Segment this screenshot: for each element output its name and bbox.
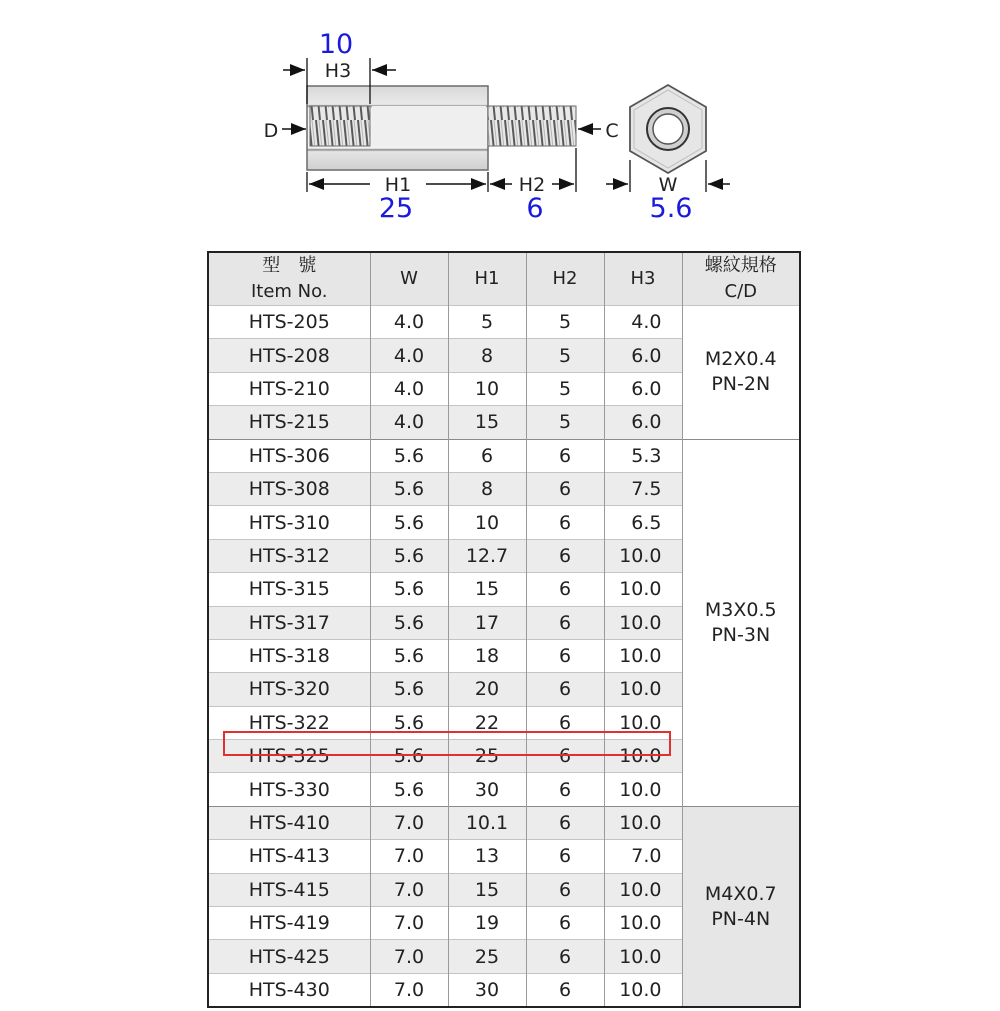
thread-spec-cell (682, 439, 800, 806)
w-cell: 5.6 (370, 439, 448, 472)
h1-cell: 8 (448, 339, 526, 372)
h1-cell: 18 (448, 639, 526, 672)
item-no-cell: HTS-317 (208, 606, 370, 639)
h2-cell: 6 (526, 539, 604, 572)
h2-cell: 6 (526, 439, 604, 472)
header-w: W (370, 252, 448, 306)
item-no-cell: HTS-430 (208, 973, 370, 1007)
c-dimension (578, 120, 619, 142)
spec-table-body (208, 306, 800, 1008)
h3-cell: 7.5 (604, 472, 682, 505)
thread-spec-size: M3X0.5 (704, 598, 777, 621)
h3-cell: 10.0 (604, 673, 682, 706)
item-no-cell: HTS-312 (208, 539, 370, 572)
h2-cell: 6 (526, 673, 604, 706)
h3-cell: 10.0 (604, 639, 682, 672)
h3-cell: 10.0 (604, 773, 682, 806)
h1-cell: 20 (448, 673, 526, 706)
header-item-en: Item No. (250, 281, 328, 302)
h1-cell: 6 (448, 439, 526, 472)
item-no-cell: HTS-210 (208, 372, 370, 405)
h3-cell: 6.5 (604, 506, 682, 539)
h1-cell: 15 (448, 873, 526, 906)
thread-spec-cell (682, 306, 800, 440)
item-no-cell: HTS-315 (208, 573, 370, 606)
w-cell: 4.0 (370, 339, 448, 372)
item-no-cell: HTS-308 (208, 472, 370, 505)
h1-cell: 15 (448, 406, 526, 439)
c-label: C (605, 120, 619, 142)
w-value: 5.6 (649, 193, 693, 224)
thread-spec-part: PN-4N (711, 907, 771, 930)
hex-nut-end-view-icon (630, 85, 706, 173)
h3-cell: 6.0 (604, 406, 682, 439)
h3-cell: 10.0 (604, 973, 682, 1007)
w-cell: 5.6 (370, 573, 448, 606)
h3-cell: 4.0 (604, 306, 682, 339)
standoff-dimension-diagram (0, 0, 1000, 240)
header-item (208, 252, 370, 306)
item-no-cell: HTS-425 (208, 940, 370, 973)
item-no-cell: HTS-415 (208, 873, 370, 906)
h2-cell: 6 (526, 639, 604, 672)
h3-cell: 10.0 (604, 573, 682, 606)
w-cell: 5.6 (370, 506, 448, 539)
h1-cell: 10 (448, 506, 526, 539)
h2-cell: 6 (526, 573, 604, 606)
h3-cell: 5.3 (604, 439, 682, 472)
h3-cell: 10.0 (604, 940, 682, 973)
w-cell: 5.6 (370, 706, 448, 739)
h1-cell: 13 (448, 840, 526, 873)
w-cell: 5.6 (370, 773, 448, 806)
h2-cell: 5 (526, 406, 604, 439)
h1-label: H1 (384, 174, 412, 196)
h2-cell: 6 (526, 740, 604, 773)
h2-cell: 6 (526, 472, 604, 505)
w-cell: 7.0 (370, 873, 448, 906)
h2-cell: 6 (526, 806, 604, 839)
h1-cell: 10 (448, 372, 526, 405)
item-no-cell: HTS-320 (208, 673, 370, 706)
d-label: D (263, 120, 279, 142)
header-h1: H1 (448, 252, 526, 306)
table-row (208, 306, 800, 339)
item-no-cell: HTS-215 (208, 406, 370, 439)
w-cell: 5.6 (370, 740, 448, 773)
w-cell: 7.0 (370, 907, 448, 940)
h1-cell: 17 (448, 606, 526, 639)
h2-cell: 5 (526, 372, 604, 405)
thread-spec-cell (682, 806, 800, 1007)
thread-spec-part: PN-3N (711, 623, 771, 646)
item-no-cell: HTS-325 (208, 740, 370, 773)
item-no-cell: HTS-322 (208, 706, 370, 739)
h2-label: H2 (518, 174, 546, 196)
h2-cell: 6 (526, 606, 604, 639)
h3-label: H3 (324, 60, 352, 82)
h3-cell: 10.0 (604, 706, 682, 739)
h3-value: 10 (318, 29, 354, 60)
header-h3: H3 (604, 252, 682, 306)
item-no-cell: HTS-310 (208, 506, 370, 539)
w-cell: 4.0 (370, 306, 448, 339)
h3-cell: 10.0 (604, 539, 682, 572)
h1-cell: 10.1 (448, 806, 526, 839)
header-h2: H2 (526, 252, 604, 306)
standoff-body (307, 86, 488, 170)
h3-cell: 10.0 (604, 740, 682, 773)
h2-cell: 6 (526, 506, 604, 539)
w-cell: 5.6 (370, 539, 448, 572)
h2-cell: 6 (526, 840, 604, 873)
h3-cell: 6.0 (604, 372, 682, 405)
header-thread-spec (682, 252, 800, 306)
thread-spec-part: PN-2N (711, 373, 771, 396)
w-cell: 4.0 (370, 406, 448, 439)
h3-cell: 10.0 (604, 873, 682, 906)
item-no-cell: HTS-306 (208, 439, 370, 472)
item-no-cell: HTS-330 (208, 773, 370, 806)
h3-cell: 10.0 (604, 907, 682, 940)
item-no-cell: HTS-318 (208, 639, 370, 672)
h1-cell: 5 (448, 306, 526, 339)
table-row (208, 806, 800, 839)
spec-table (207, 251, 801, 1008)
h2-cell: 6 (526, 940, 604, 973)
w-cell: 5.6 (370, 606, 448, 639)
h2-cell: 5 (526, 339, 604, 372)
thread-spec-size: M2X0.4 (704, 348, 777, 371)
header-spec-zh: 螺紋規格 (704, 255, 777, 276)
h2-cell: 6 (526, 973, 604, 1007)
h2-cell: 6 (526, 907, 604, 940)
item-no-cell: HTS-410 (208, 806, 370, 839)
h1-value: 25 (378, 193, 414, 224)
w-cell: 7.0 (370, 806, 448, 839)
header-spec-en: C/D (724, 281, 757, 302)
h1-cell: 19 (448, 907, 526, 940)
item-no-cell: HTS-208 (208, 339, 370, 372)
h3-cell: 10.0 (604, 606, 682, 639)
h1-cell: 25 (448, 740, 526, 773)
h3-cell: 10.0 (604, 806, 682, 839)
w-cell: 4.0 (370, 372, 448, 405)
table-row (208, 439, 800, 472)
w-cell: 7.0 (370, 940, 448, 973)
h1-cell: 30 (448, 773, 526, 806)
h1-cell: 30 (448, 973, 526, 1007)
w-cell: 7.0 (370, 973, 448, 1007)
thread-spec-size: M4X0.7 (704, 882, 777, 905)
w-cell: 5.6 (370, 472, 448, 505)
item-no-cell: HTS-419 (208, 907, 370, 940)
h1-cell: 22 (448, 706, 526, 739)
w-label: W (658, 174, 678, 196)
h3-cell: 6.0 (604, 339, 682, 372)
h2-value: 6 (526, 193, 544, 224)
h1-cell: 25 (448, 940, 526, 973)
w-cell: 5.6 (370, 673, 448, 706)
h2-cell: 6 (526, 773, 604, 806)
item-no-cell: HTS-413 (208, 840, 370, 873)
spec-table-header (208, 252, 800, 306)
threaded-stud (488, 106, 576, 146)
item-no-cell: HTS-205 (208, 306, 370, 339)
h1-cell: 12.7 (448, 539, 526, 572)
h1-cell: 15 (448, 573, 526, 606)
d-dimension (264, 120, 306, 142)
h2-cell: 5 (526, 306, 604, 339)
h3-cell: 7.0 (604, 840, 682, 873)
h1-cell: 8 (448, 472, 526, 505)
h2-cell: 6 (526, 873, 604, 906)
w-cell: 5.6 (370, 639, 448, 672)
header-item-zh: 型 號 (262, 255, 317, 276)
w-cell: 7.0 (370, 840, 448, 873)
h2-cell: 6 (526, 706, 604, 739)
